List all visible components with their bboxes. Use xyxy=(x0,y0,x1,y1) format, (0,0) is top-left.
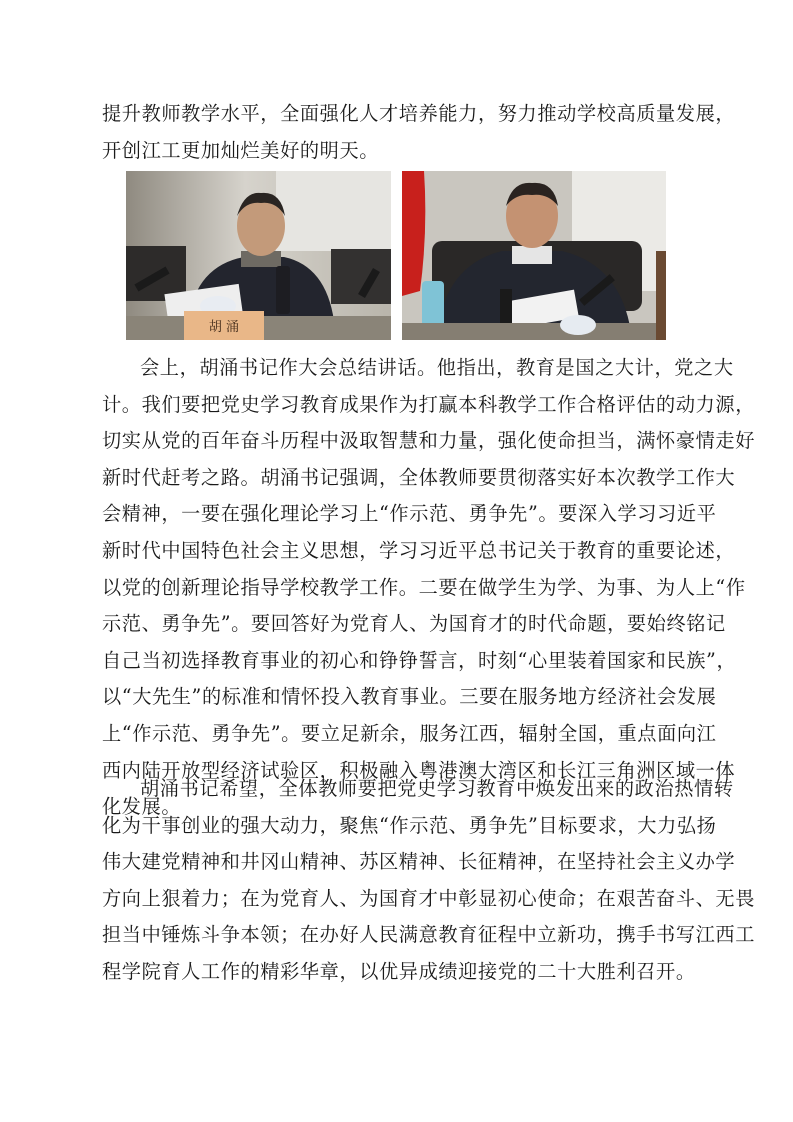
nameplate-text: 胡 涌 xyxy=(208,320,240,335)
text-line: 上“作示范、勇争先”。要立足新余，服务江西，辐射全国，重点面向江 xyxy=(102,721,717,745)
summary-paragraph xyxy=(102,350,755,826)
text-line: 计。我们要把党史学习教育成果作为打赢本科教学工作合格评估的动力源， xyxy=(102,392,755,416)
text-line: 自己当初选择教育事业的初心和铮铮誓言，时刻“心里装着国家和民族”， xyxy=(102,648,737,672)
text-line: 会精神，一要在强化理论学习上“作示范、勇争先”。要深入学习习近平 xyxy=(102,502,717,526)
text-line: 担当中锤炼斗争本领；在办好人民满意教育征程中立新功，携手书写江西工 xyxy=(102,923,755,947)
text-line: 提升教师教学水平，全面强化人才培养能力，努力推动学校高质量发展， xyxy=(102,102,736,125)
text-line: 化为干事创业的强大动力，聚焦“作示范、勇争先”目标要求，大力弘扬 xyxy=(102,813,717,837)
text-line: 示范、勇争先”。要回答好为党育人、为国育才的时代命题，要始终铭记 xyxy=(102,612,726,636)
text-line: 开创江工更加灿烂美好的明天。 xyxy=(102,138,380,162)
text-line: 以党的创新理论指导学校教学工作。二要在做学生为学、为事、为人上“作 xyxy=(102,575,746,599)
text-line: 新时代赶考之路。胡涌书记强调，全体教师要贯彻落实好本次教学工作大 xyxy=(102,465,736,489)
text-line: 胡涌书记希望，全体教师要把党史学习教育中焕发出来的政治热情转 xyxy=(140,777,734,800)
text-line: 程学院育人工作的精彩华章，以优异成绩迎接党的二十大胜利召开。 xyxy=(102,959,696,983)
photo-speaker-left xyxy=(126,171,391,340)
photo-speaker-right xyxy=(402,171,666,340)
text-line: 新时代中国特色社会主义思想，学习习近平总书记关于教育的重要论述， xyxy=(102,538,736,562)
photo-speaker-right-image xyxy=(402,171,666,340)
text-line: 方向上狠着力；在为党育人、为国育才中彰显初心使命；在艰苦奋斗、无畏 xyxy=(102,886,755,910)
text-line: 化发展。 xyxy=(102,795,182,819)
text-line: 会上，胡涌书记作大会总结讲话。他指出，教育是国之大计，党之大 xyxy=(140,356,734,379)
intro-paragraph xyxy=(102,96,736,169)
text-line: 西内陆开放型经济试验区，积极融入粤港澳大湾区和长江三角洲区域一体 xyxy=(102,758,736,782)
text-line: 以“大先生”的标准和情怀投入教育事业。三要在服务地方经济社会发展 xyxy=(102,685,717,709)
photo-speaker-left-image xyxy=(126,171,391,340)
hope-paragraph xyxy=(102,771,755,991)
text-line: 伟大建党精神和井冈山精神、苏区精神、长征精神，在坚持社会主义办学 xyxy=(102,850,736,874)
text-line: 切实从党的百年奋斗历程中汲取智慧和力量，强化使命担当，满怀豪情走好 xyxy=(102,429,755,453)
